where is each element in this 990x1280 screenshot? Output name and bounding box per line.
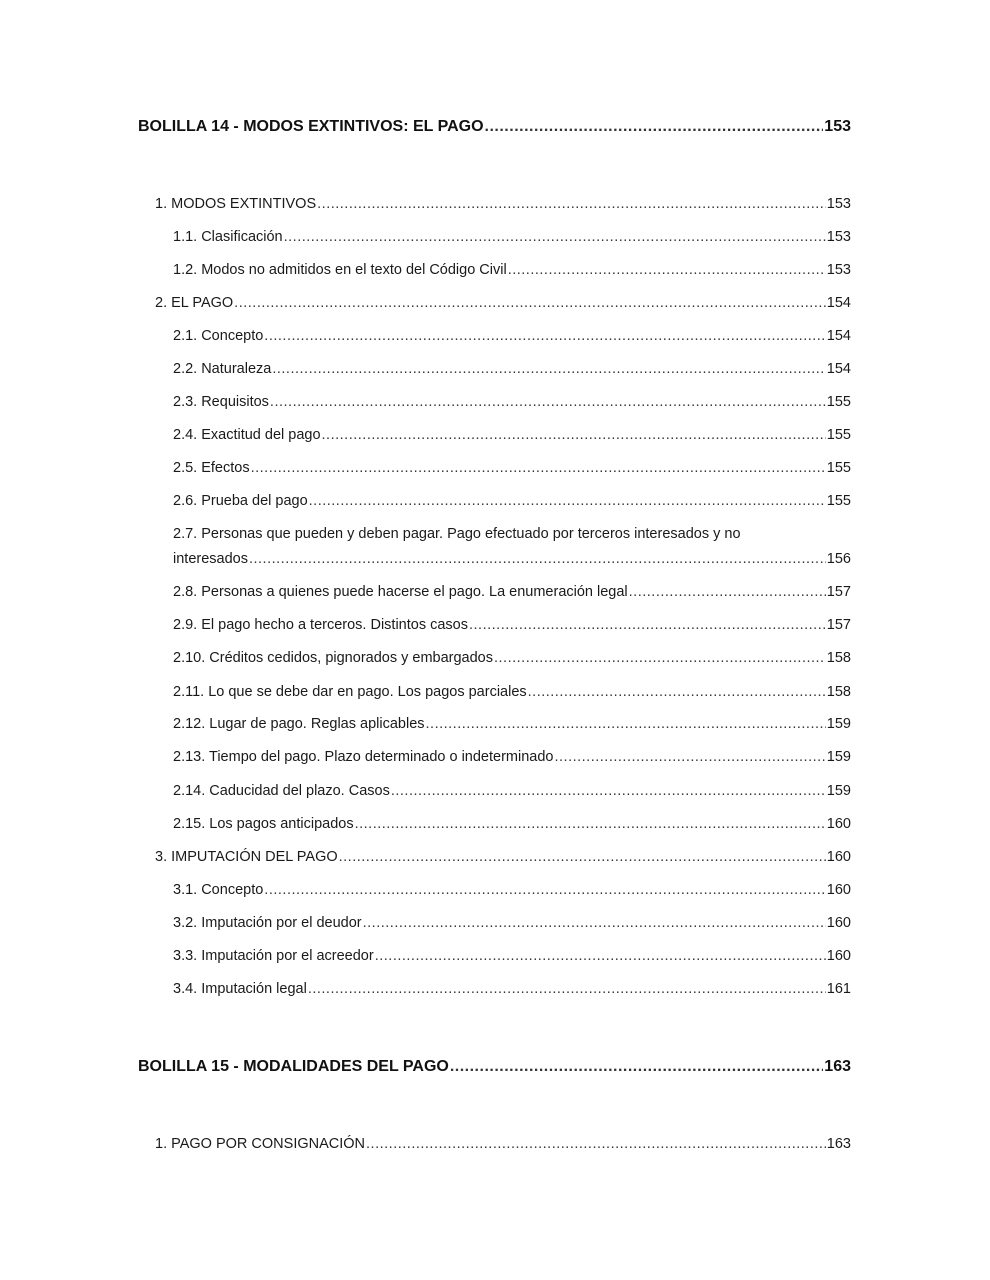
toc-entry[interactable] bbox=[173, 880, 851, 900]
toc-entry[interactable] bbox=[173, 682, 851, 702]
toc-leader-dots bbox=[528, 682, 826, 702]
toc-page-number: 154 bbox=[826, 361, 851, 377]
toc-heading-label: BOLILLA 15 - MODALIDADES DEL PAGO bbox=[138, 1058, 449, 1075]
toc-entry[interactable] bbox=[173, 458, 851, 478]
toc-heading-label: BOLILLA 14 - MODOS EXTINTIVOS: EL PAGO bbox=[138, 118, 484, 135]
toc-leader-dots bbox=[322, 425, 826, 445]
toc-entry[interactable] bbox=[173, 946, 851, 966]
toc-page-number: 160 bbox=[826, 882, 851, 898]
toc-entry-label: 2.8. Personas a quienes puede hacerse el pago. La enumeración legal bbox=[173, 584, 628, 600]
toc-page-number: 155 bbox=[826, 394, 851, 410]
toc-page-number: 153 bbox=[826, 196, 851, 212]
toc-leader-dots bbox=[339, 847, 826, 867]
toc-leader-dots bbox=[251, 458, 826, 478]
toc-entry[interactable] bbox=[173, 392, 851, 412]
toc-leader-dots bbox=[450, 1056, 823, 1078]
toc-entry[interactable] bbox=[173, 979, 851, 999]
toc-leader-dots bbox=[309, 491, 826, 511]
toc-page-number: 163 bbox=[826, 1136, 851, 1152]
toc-leader-dots bbox=[375, 946, 826, 966]
toc-entry-label-continued: interesados bbox=[173, 551, 248, 567]
toc-page-number: 153 bbox=[826, 229, 851, 245]
toc-entry-label: 2. EL PAGO bbox=[155, 295, 234, 311]
toc-entry[interactable] bbox=[173, 359, 851, 379]
toc-entry-label: 1. PAGO POR CONSIGNACIÓN bbox=[155, 1136, 366, 1152]
toc-entry-label: 3.3. Imputación por el acreedor bbox=[173, 948, 374, 964]
toc-leader-dots bbox=[355, 814, 826, 834]
toc-entry-label: 3.4. Imputación legal bbox=[173, 981, 307, 997]
toc-leader-dots bbox=[284, 227, 826, 247]
toc-entry[interactable] bbox=[173, 747, 851, 767]
toc-entry[interactable] bbox=[173, 781, 851, 801]
toc-entry-label: 2.2. Naturaleza bbox=[173, 361, 272, 377]
toc-entry-label: 2.14. Caducidad del plazo. Casos bbox=[173, 783, 390, 799]
toc-entry-label: 3. IMPUTACIÓN DEL PAGO bbox=[155, 849, 338, 865]
toc-leader-dots bbox=[494, 648, 826, 668]
toc-page-number: 158 bbox=[826, 650, 851, 666]
toc-heading-bolilla-14[interactable] bbox=[138, 116, 851, 138]
toc-page-number: 155 bbox=[826, 493, 851, 509]
toc-entry[interactable] bbox=[173, 582, 851, 602]
toc-entry-label: 2.6. Prueba del pago bbox=[173, 493, 308, 509]
toc-entry-label: 3.2. Imputación por el deudor bbox=[173, 915, 362, 931]
toc-page-number: 153 bbox=[824, 118, 851, 135]
toc-leader-dots bbox=[272, 359, 825, 379]
toc-leader-dots bbox=[554, 747, 825, 767]
toc-page-number: 157 bbox=[826, 584, 851, 600]
toc-page-number: 154 bbox=[826, 328, 851, 344]
toc-page-number: 154 bbox=[826, 295, 851, 311]
toc-leader-dots bbox=[629, 582, 826, 602]
toc-page-number: 155 bbox=[826, 427, 851, 443]
toc-leader-dots bbox=[508, 260, 826, 280]
toc-entry-label: 2.10. Créditos cedidos, pignorados y embargados bbox=[173, 650, 493, 666]
toc-page-number: 159 bbox=[826, 749, 851, 765]
toc-entry-label: 1. MODOS EXTINTIVOS bbox=[155, 196, 317, 212]
toc-entry-label: 2.7. Personas que pueden y deben pagar. Pago efectuado por terceros interesados y no bbox=[173, 526, 741, 542]
toc-entry-label: 2.5. Efectos bbox=[173, 460, 250, 476]
toc-page-number: 160 bbox=[826, 816, 851, 832]
toc-page-number: 158 bbox=[826, 684, 851, 700]
toc-entry[interactable] bbox=[173, 491, 851, 511]
toc-entry[interactable] bbox=[155, 293, 851, 313]
toc-entry-label: 2.11. Lo que se debe dar en pago. Los pagos parciales bbox=[173, 684, 527, 700]
toc-page-number: 159 bbox=[826, 716, 851, 732]
toc-entry-label: 2.1. Concepto bbox=[173, 328, 264, 344]
toc-leader-dots bbox=[317, 194, 826, 214]
toc-page-number: 157 bbox=[826, 617, 851, 633]
toc-page-number: 159 bbox=[826, 783, 851, 799]
toc-leader-dots bbox=[469, 615, 826, 635]
toc-entry-continuation bbox=[173, 549, 851, 569]
toc-page-number: 160 bbox=[826, 849, 851, 865]
toc-entry-label: 2.3. Requisitos bbox=[173, 394, 269, 410]
toc-entry[interactable] bbox=[173, 227, 851, 247]
toc-page-number: 161 bbox=[826, 981, 851, 997]
toc-entry[interactable] bbox=[173, 524, 851, 570]
toc-page-number: 160 bbox=[826, 915, 851, 931]
toc-leader-dots bbox=[308, 979, 826, 999]
toc-entry[interactable] bbox=[173, 260, 851, 280]
toc-entry-label: 2.15. Los pagos anticipados bbox=[173, 816, 354, 832]
toc-entry[interactable] bbox=[173, 913, 851, 933]
toc-entry-label: 1.2. Modos no admitidos en el texto del Código Civil bbox=[173, 262, 507, 278]
toc-page-number: 153 bbox=[826, 262, 851, 278]
toc-entry-label: 2.9. El pago hecho a terceros. Distintos casos bbox=[173, 617, 468, 633]
toc-leader-dots bbox=[426, 714, 826, 734]
toc-entry[interactable] bbox=[173, 425, 851, 445]
toc-leader-dots bbox=[485, 116, 824, 138]
toc-leader-dots bbox=[270, 392, 826, 412]
toc-entry[interactable] bbox=[155, 847, 851, 867]
toc-leader-dots bbox=[264, 326, 826, 346]
toc-page-number: 163 bbox=[824, 1058, 851, 1075]
toc-entry-label: 2.13. Tiempo del pago. Plazo determinado o indeterminado bbox=[173, 749, 554, 765]
toc-entry-label: 1.1. Clasificación bbox=[173, 229, 283, 245]
toc-leader-dots bbox=[366, 1134, 826, 1154]
toc-entry[interactable] bbox=[173, 814, 851, 834]
toc-entry[interactable] bbox=[155, 1134, 851, 1154]
toc-leader-dots bbox=[234, 293, 826, 313]
toc-heading-bolilla-15[interactable] bbox=[138, 1056, 851, 1078]
toc-entry-label: 3.1. Concepto bbox=[173, 882, 264, 898]
toc-leader-dots bbox=[249, 549, 826, 569]
toc-page-number: 156 bbox=[826, 551, 851, 567]
toc-entry[interactable] bbox=[173, 326, 851, 346]
toc-leader-dots bbox=[363, 913, 826, 933]
toc-entry[interactable] bbox=[173, 648, 851, 668]
toc-page-number: 160 bbox=[826, 948, 851, 964]
toc-leader-dots bbox=[391, 781, 826, 801]
toc-entry[interactable] bbox=[173, 714, 851, 734]
toc-entry[interactable] bbox=[173, 615, 851, 635]
toc-entry[interactable] bbox=[155, 194, 851, 214]
toc-entry-label: 2.12. Lugar de pago. Reglas aplicables bbox=[173, 716, 425, 732]
toc-entry-label: 2.4. Exactitud del pago bbox=[173, 427, 321, 443]
toc-leader-dots bbox=[264, 880, 826, 900]
toc-page-number: 155 bbox=[826, 460, 851, 476]
